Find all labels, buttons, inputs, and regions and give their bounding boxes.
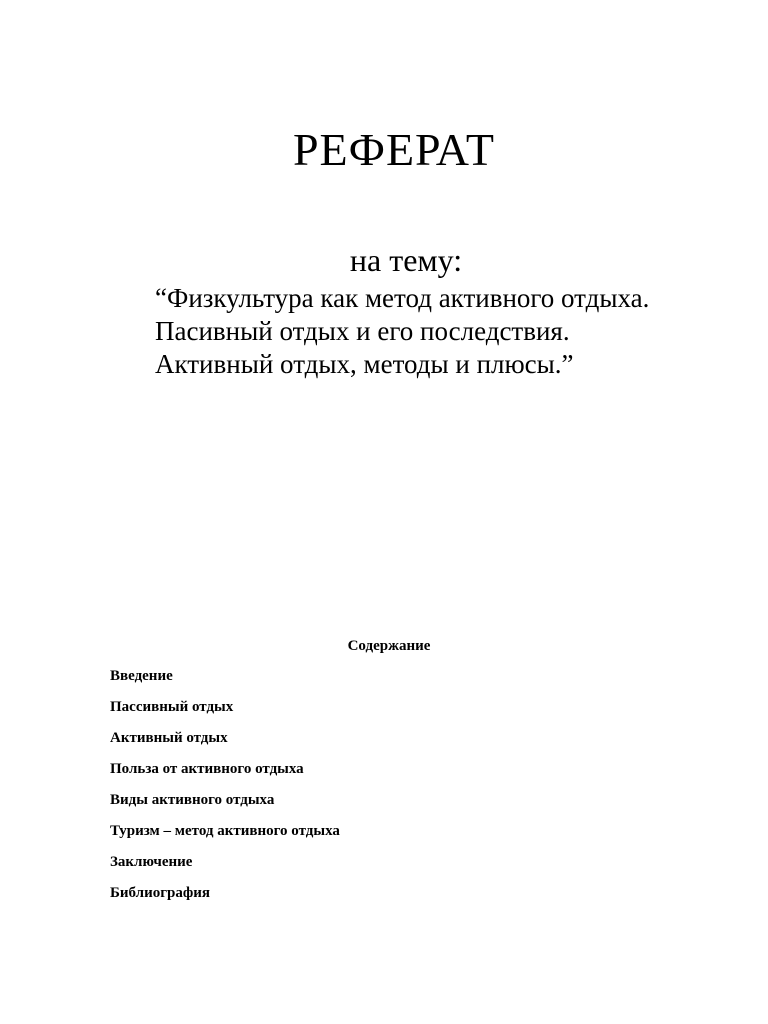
table-of-contents [110,666,340,914]
toc-item-types: Виды активного отдыха [110,792,275,808]
toc-item-passive-rest: Пассивный отдых [110,699,234,715]
topic-label: на тему: [349,242,463,278]
topic-line-2: Пасивный отдых и его последствия. [155,316,570,346]
page-title: РЕФЕРАТ [292,124,496,175]
topic-line-1: “Физкультура как метод активного отдыха. [155,283,650,313]
toc-item-bibliography: Библиография [110,885,211,901]
toc-heading: Содержание [347,638,431,654]
toc-item-conclusion: Заключение [110,854,193,870]
toc-item-benefits: Польза от активного отдыха [110,761,304,777]
topic-text [155,282,755,381]
toc-item-tourism: Туризм – метод активного отдыха [110,823,340,839]
topic-line-3: Активный отдых, методы и плюсы.” [155,349,574,379]
toc-item-introduction: Введение [110,668,173,684]
toc-item-active-rest: Активный отдых [110,730,228,746]
